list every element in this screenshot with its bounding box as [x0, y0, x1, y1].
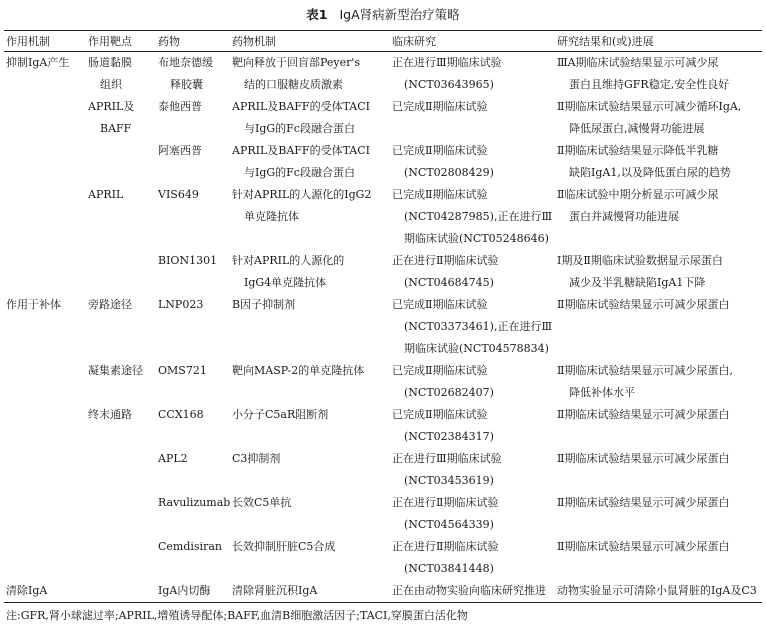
cell-drug-mechanism [230, 96, 390, 140]
cell-clinical-study [390, 448, 555, 492]
cell-result-line: 蛋白并减慢肾功能进展 [569, 210, 679, 223]
table-row [4, 52, 762, 97]
cell-result [555, 140, 762, 184]
cell-drug-mechanism-line: 结的口服糖皮质激素 [244, 78, 343, 91]
cell-result-line: Ⅱ期临床试验结果显示可减少尿蛋白 [557, 408, 730, 421]
table-caption [4, 0, 762, 30]
cell-drug-line: OMS721 [158, 364, 207, 377]
cell-drug-line: VIS649 [158, 188, 199, 201]
cell-target [86, 184, 156, 250]
cell-clinical-study-line: (NCT02808429) [404, 166, 494, 179]
cell-clinical-study [390, 360, 555, 404]
cell-clinical-study-line: 正在进行Ⅱ期临床试验 [392, 540, 499, 553]
cell-result-line: 蛋白且维持GFR稳定,安全性良好 [569, 78, 730, 91]
cell-drug-line: 释胶囊 [170, 78, 203, 91]
cell-clinical-study-line: 正在进行Ⅲ期临床试验 [392, 56, 502, 69]
cell-mechanism-text: 作用于补体 [6, 298, 61, 311]
cell-clinical-study [390, 96, 555, 140]
table-row [4, 250, 762, 294]
cell-drug-line: IgA内切酶 [158, 584, 211, 597]
cell-result [555, 404, 762, 448]
cell-drug [156, 52, 230, 97]
table-row [4, 492, 762, 536]
table-header-row [4, 31, 762, 52]
header-drug: 药物 [156, 31, 230, 52]
cell-drug-mechanism-line: 与IgG的Fc段融合蛋白 [244, 122, 355, 135]
cell-target [86, 360, 156, 404]
cell-clinical-study [390, 250, 555, 294]
cell-clinical-study-line: 正在进行Ⅱ期临床试验 [392, 496, 499, 509]
cell-result [555, 250, 762, 294]
header-clinical-study: 临床研究 [390, 31, 555, 52]
cell-result [555, 492, 762, 536]
header-target: 作用靶点 [86, 31, 156, 52]
cell-result-line: Ⅱ期临床试验结果显示可减少尿蛋白, [557, 364, 733, 377]
cell-drug-mechanism [230, 294, 390, 360]
cell-result-line: 降低补体水平 [569, 386, 635, 399]
cell-result-line: Ⅱ期临床试验结果显示可减少尿蛋白 [557, 540, 730, 553]
cell-mechanism [4, 580, 86, 603]
cell-result-line: Ⅱ期临床试验结果显示可减少尿蛋白 [557, 298, 730, 311]
cell-mechanism [4, 404, 86, 448]
header-mechanism: 作用机制 [4, 31, 86, 52]
cell-result [555, 580, 762, 603]
cell-target [86, 52, 156, 97]
cell-drug [156, 294, 230, 360]
cell-drug-mechanism [230, 250, 390, 294]
cell-clinical-study [390, 536, 555, 580]
cell-result [555, 536, 762, 580]
cell-drug-mechanism-line: APRIL及BAFF的受体TACI [232, 100, 371, 113]
cell-drug-mechanism [230, 360, 390, 404]
cell-drug-line: 泰他西普 [158, 100, 202, 113]
cell-target-line: 旁路途径 [88, 298, 132, 311]
cell-drug-mechanism-line: 长效抑制肝脏C5合成 [232, 540, 336, 553]
cell-clinical-study-line: (NCT04287985),正在进行Ⅲ [404, 210, 553, 223]
cell-clinical-study-line: 已完成Ⅱ期临床试验 [392, 364, 488, 377]
table-row [4, 404, 762, 448]
table-footnote: 注:GFR,肾小球滤过率;APRIL,增殖诱导配体;BAFF,血清B细胞激活因子;TACI,穿膜蛋白活化物 [6, 609, 468, 622]
cell-drug-line: 阿塞西普 [158, 144, 202, 157]
cell-result [555, 360, 762, 404]
cell-drug [156, 536, 230, 580]
cell-clinical-study-line: (NCT02384317) [404, 430, 494, 443]
cell-result-line: Ⅱ期临床试验结果显示降低半乳糖 [557, 144, 719, 157]
cell-clinical-study [390, 140, 555, 184]
cell-drug-line: BION1301 [158, 254, 218, 267]
cell-drug-mechanism-line: 小分子C5aR阻断剂 [232, 408, 329, 421]
cell-target-line: 肠道黏膜 [88, 56, 132, 69]
cell-result [555, 96, 762, 140]
cell-target [86, 536, 156, 580]
cell-result-line: Ⅱ临床试验中期分析显示可减少尿 [557, 188, 719, 201]
cell-result-line: 动物实验显示可清除小鼠肾脏的IgA及C3 [557, 584, 757, 597]
cell-drug-mechanism-line: C3抑制剂 [232, 452, 281, 465]
cell-clinical-study-line: 期临床试验(NCT05248646) [404, 232, 549, 245]
cell-target [86, 448, 156, 492]
cell-drug [156, 492, 230, 536]
header-drug-mechanism: 药物机制 [230, 31, 390, 52]
cell-mechanism-text: 抑制IgA产生 [6, 56, 70, 69]
cell-mechanism [4, 536, 86, 580]
cell-clinical-study [390, 184, 555, 250]
cell-clinical-study-line: (NCT03453619) [404, 474, 494, 487]
cell-clinical-study-line: (NCT03841448) [404, 562, 494, 575]
cell-clinical-study-line: 正在进行Ⅲ期临床试验 [392, 452, 502, 465]
table-row [4, 294, 762, 360]
cell-result-line: Ⅱ期临床试验结果显示可减少尿蛋白 [557, 496, 730, 509]
cell-drug-mechanism-line: B因子抑制剂 [232, 298, 296, 311]
cell-clinical-study-line: 已完成Ⅱ期临床试验 [392, 100, 488, 113]
cell-mechanism [4, 96, 86, 140]
cell-target-line: BAFF [100, 122, 132, 135]
cell-result-line: 缺陷IgA1,以及降低蛋白尿的趋势 [569, 166, 731, 179]
cell-drug-line: Cemdisiran [158, 540, 222, 553]
cell-result-line: 降低尿蛋白,减慢肾功能进展 [569, 122, 705, 135]
cell-result [555, 184, 762, 250]
cell-clinical-study [390, 492, 555, 536]
cell-drug [156, 140, 230, 184]
cell-mechanism [4, 294, 86, 360]
cell-mechanism [4, 140, 86, 184]
cell-drug-mechanism-line: 靶向释放于回盲部Peyer's [232, 56, 361, 69]
cell-drug-mechanism [230, 448, 390, 492]
table-row [4, 96, 762, 140]
cell-mechanism [4, 360, 86, 404]
cell-clinical-study [390, 294, 555, 360]
cell-mechanism [4, 184, 86, 250]
cell-target [86, 140, 156, 184]
cell-drug-line: Ravulizumab [158, 496, 230, 509]
cell-drug-mechanism-line: 单克隆抗体 [244, 210, 299, 223]
cell-drug [156, 580, 230, 603]
cell-mechanism-text: 清除IgA [6, 584, 48, 597]
cell-clinical-study-line: 已完成Ⅱ期临床试验 [392, 188, 488, 201]
cell-target [86, 96, 156, 140]
cell-result-line: Ⅱ期临床试验结果显示可减少循环IgA, [557, 100, 742, 113]
cell-mechanism [4, 52, 86, 97]
cell-clinical-study [390, 404, 555, 448]
cell-drug-mechanism-line: APRIL及BAFF的受体TACI [232, 144, 371, 157]
cell-clinical-study-line: (NCT04564339) [404, 518, 494, 531]
table-row [4, 580, 762, 603]
cell-result [555, 448, 762, 492]
table-row [4, 140, 762, 184]
header-result: 研究结果和(或)进展 [555, 31, 762, 52]
cell-drug-mechanism-line: 针对APRIL的人源化的 [232, 254, 345, 267]
cell-drug-mechanism-line: 与IgG的Fc段融合蛋白 [244, 166, 355, 179]
cell-clinical-study-line: (NCT02682407) [404, 386, 494, 399]
cell-clinical-study-line: (NCT03373461),正在进行Ⅲ [404, 320, 553, 333]
cell-drug-mechanism [230, 52, 390, 97]
cell-drug [156, 448, 230, 492]
cell-target-line: APRIL [88, 188, 124, 201]
cell-drug-line: 布地奈德缓 [158, 56, 213, 69]
cell-result-line: 减少及半乳糖缺陷IgA1下降 [569, 276, 706, 289]
cell-mechanism [4, 250, 86, 294]
cell-drug-mechanism-line: 靶向MASP-2的单克隆抗体 [232, 364, 365, 377]
cell-drug-mechanism [230, 580, 390, 603]
cell-drug-line: APL2 [158, 452, 188, 465]
cell-drug [156, 96, 230, 140]
cell-mechanism [4, 492, 86, 536]
cell-clinical-study-line: (NCT04684745) [404, 276, 494, 289]
cell-drug-mechanism [230, 140, 390, 184]
cell-mechanism [4, 448, 86, 492]
cell-target [86, 294, 156, 360]
cell-target [86, 404, 156, 448]
cell-target-line: 终末通路 [88, 408, 132, 421]
cell-drug-mechanism-line: 长效C5单抗 [232, 496, 292, 509]
therapy-table [4, 30, 762, 603]
cell-drug [156, 360, 230, 404]
cell-drug-mechanism-line: 针对APRIL的人源化的IgG2 [232, 188, 372, 201]
cell-drug-mechanism-line: IgG4单克隆抗体 [244, 276, 327, 289]
cell-target-line: 凝集素途径 [88, 364, 143, 377]
cell-drug-mechanism [230, 184, 390, 250]
cell-target-line: APRIL及 [88, 100, 135, 113]
cell-clinical-study-line: 已完成Ⅱ期临床试验 [392, 408, 488, 421]
cell-target [86, 580, 156, 603]
table-row [4, 536, 762, 580]
cell-result-line: Ⅱ期临床试验结果显示可减少尿蛋白 [557, 452, 730, 465]
table-row [4, 448, 762, 492]
cell-drug-mechanism [230, 492, 390, 536]
cell-drug [156, 250, 230, 294]
cell-drug-line: LNP023 [158, 298, 204, 311]
cell-result [555, 294, 762, 360]
cell-clinical-study [390, 580, 555, 603]
cell-clinical-study-line: 期临床试验(NCT04578834) [404, 342, 549, 355]
table-row [4, 184, 762, 250]
cell-drug [156, 404, 230, 448]
cell-drug-mechanism-line: 清除肾脏沉积IgA [232, 584, 318, 597]
table-title: IgA肾病新型治疗策略 [339, 7, 460, 22]
cell-result [555, 52, 762, 97]
cell-target [86, 492, 156, 536]
cell-drug-line: CCX168 [158, 408, 204, 421]
cell-result-line: ⅢA期临床试验结果显示可减少尿 [557, 56, 719, 69]
cell-clinical-study [390, 52, 555, 97]
cell-drug-mechanism [230, 536, 390, 580]
cell-clinical-study-line: 正在进行Ⅱ期临床试验 [392, 254, 499, 267]
cell-target-line: 组织 [100, 78, 122, 91]
table-number: 表1 [306, 7, 328, 22]
table-row [4, 360, 762, 404]
cell-clinical-study-line: 已完成Ⅱ期临床试验 [392, 298, 488, 311]
cell-drug [156, 184, 230, 250]
cell-target [86, 250, 156, 294]
cell-clinical-study-line: 正在由动物实验向临床研究推进 [392, 584, 546, 597]
cell-clinical-study-line: (NCT03643965) [404, 78, 494, 91]
cell-result-line: Ⅰ期及Ⅱ期临床试验数据显示尿蛋白 [557, 254, 723, 267]
cell-clinical-study-line: 已完成Ⅱ期临床试验 [392, 144, 488, 157]
cell-drug-mechanism [230, 404, 390, 448]
table-body [4, 52, 762, 603]
